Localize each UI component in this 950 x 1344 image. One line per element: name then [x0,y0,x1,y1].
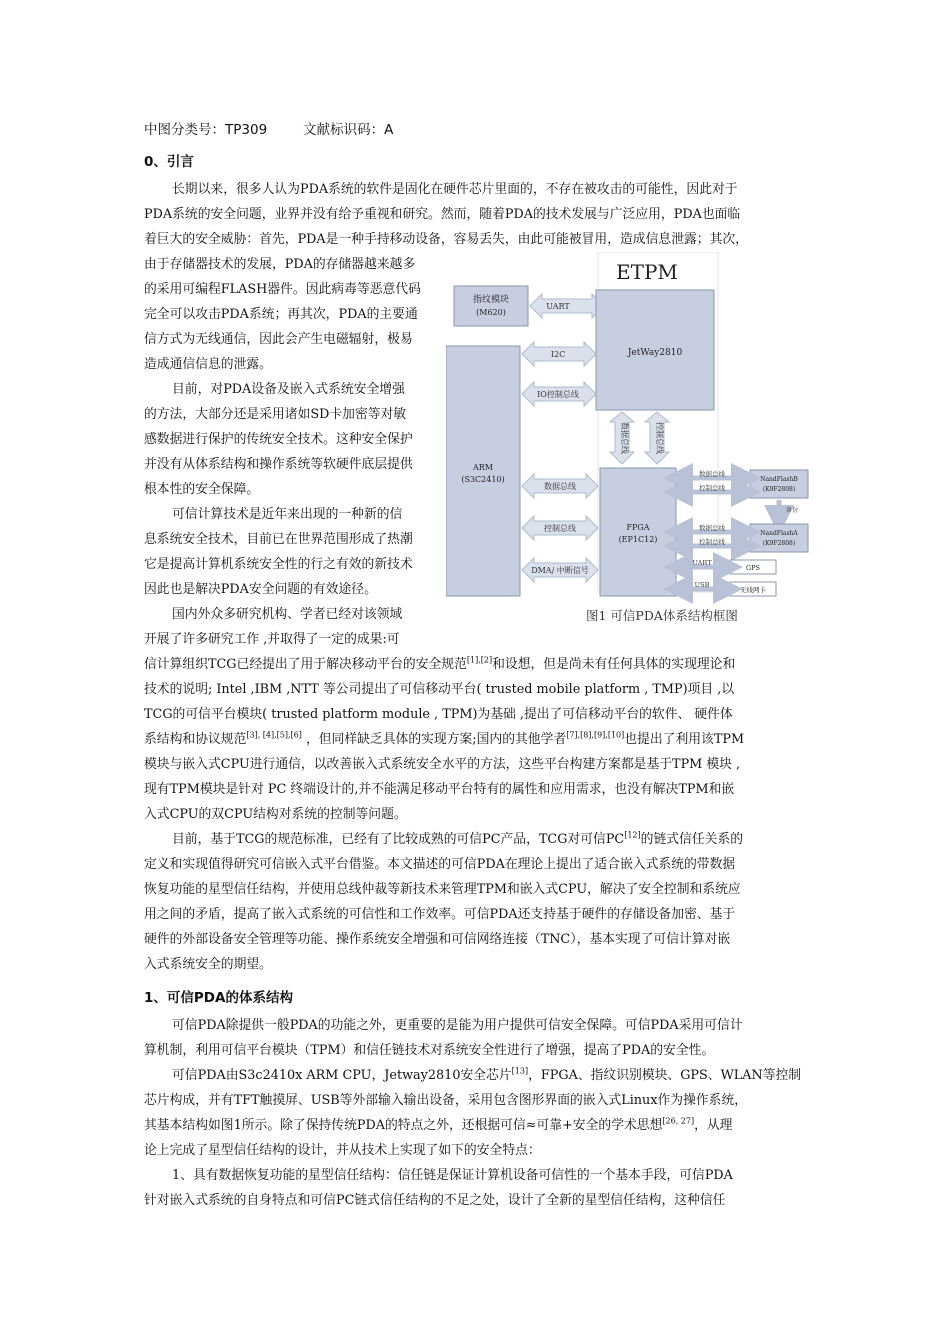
data-bus-vertical-label: 数据总线 [620,422,629,454]
fpga-label: FPGA [626,523,650,532]
text-line: 长期以来，很多人认为PDA系统的软件是固化在硬件芯片里面的，不存在被攻击的可能性，因此对于 [172,182,738,197]
fingerprint-label: 指纹模块 [472,295,510,305]
text-line: 的采用可编程FLASH器件。因此病毒等恶意代码 [144,282,421,297]
text-line: 着巨大的安全威胁：首先，PDA是一种手持移动设备，容易丢失，由此可能被冒用，造成信息泄露；其次， [144,232,748,247]
text-line: 信方式为无线通信，因此会产生电磁辐射，极易 [144,332,413,347]
text-span: 和设想，但是尚未有任何具体的实现理论和 [492,657,736,672]
citation: [26, 27] [662,1116,695,1126]
nand-a-data-label: 数据总线 [699,524,725,532]
usb-label: USB [694,581,710,589]
fpga-model: (EP1C12) [618,535,658,544]
text-line: 论上完成了星型信任结构的设计，并从技术上实现了如下的安全特点： [144,1143,541,1158]
text-line: 入式CPU的双CPU结构对系统的控制等问题。 [144,807,407,822]
data-bus-label: 数据总线 [544,482,576,491]
text-line: 息系统安全技术，目前已在世界范围形成了热潮 [144,532,413,547]
text-line: 恢复功能的星型信任结构，并使用总线仲裁等新技术来管理TPM和嵌入式CPU，解决了安全控制和系统应 [144,882,741,897]
text-span: ，从理 [694,1118,733,1133]
architecture-paragraph-2 [144,1064,806,1089]
control-bus-vertical-label: 控制总线 [655,422,664,454]
architecture-diagram [446,252,810,607]
nandflash-b-label: NandFlashB [760,476,798,483]
text-line: 针对嵌入式系统的自身特点和可信PC链式信任结构的不足之处，设计了全新的星型信任结构，这种信任 [144,1193,726,1208]
nand-b-ctrl-label: 控制总线 [699,484,725,492]
nandflash-a-model: (K9F2808) [762,540,796,547]
text-span: 目前，基于TCG的规范标准，已经有了比较成熟的可信PC产品，TCG对可信PC [172,832,625,847]
wlan-label: 无线网卡 [740,586,766,594]
figure-caption: 图1 可信PDA体系结构框图 [586,608,738,623]
text-span: 的链式信任关系的 [640,832,744,847]
text-line: 算机制，利用可信平台模块（TPM）和信任链技术对系统安全性进行了增强，提高了PDA的安全性。 [144,1043,715,1058]
text-span: 也提出了利用该TPM [624,732,745,747]
citation: [3], [4],[5],[6] [246,730,302,740]
arm-label: ARM [473,463,493,472]
backup-label: 备份 [786,507,799,514]
text-line: 并没有从体系结构和操作系统等软硬件底层提供 [144,457,413,472]
text-line [144,653,806,678]
nandflash-b-box [750,470,808,498]
text-line: 感数据进行保护的传统安全技术。这种安全保护 [144,432,413,447]
classification-line [144,118,393,138]
architecture-paragraph-3: 1、具有数据恢复功能的星型信任结构：信任链是保证计算机设备可信性的一个基本手段，可信PDA [172,1168,733,1183]
i2c-label: I2C [550,350,566,359]
citation: [12] [624,830,641,840]
uart-label: UART [546,302,570,311]
nand-a-ctrl-label: 控制总线 [699,538,725,546]
text-line: 用之间的矛盾，提高了嵌入式系统的可信性和工作效率。可信PDA还支持基于硬件的存储设备加密、基于 [144,907,736,922]
intro-paragraph-5 [144,828,806,853]
nandflash-a-label: NandFlashA [760,530,798,537]
text-line: PDA系统的安全问题，业界并没有给予重视和研究。然而，随着PDA的技术发展与广泛应用，PDA也面临 [144,207,741,222]
text-line: 因此也是解决PDA安全问题的有效途径。 [144,582,377,597]
text-span: 可信PDA由S3c2410x ARM CPU，Jetway2810安全芯片 [172,1068,512,1083]
text-line [144,1114,806,1139]
dma-interrupt-label: DMA/ 中断信号 [531,566,589,575]
text-line: 现有TPM模块是针对 PC 终端设计的,并不能满足移动平台特有的属性和应用需求，也没有解决TPM和嵌 [144,782,735,797]
text-line: 完全可以攻击PDA系统；再其次，PDA的主要通 [144,307,418,322]
text-line [144,728,806,753]
text-line: 开展了许多研究工作 ,并取得了一定的成果:可 [144,632,400,647]
fpga-box [600,468,676,596]
intro-paragraph-1 [144,178,806,203]
clc-number: 中图分类号：TP309 [144,122,268,138]
architecture-paragraph-1: 可信PDA除提供一般PDA的功能之外，更重要的是能为用户提供可信安全保障。可信PDA采用可信计 [172,1018,743,1033]
text-line: TCG的可信平台模块( trusted platform module , TPM)为基础 ,提出了可信移动平台的软件、 硬件体 [144,707,733,722]
text-span: 系结构和协议规范 [144,732,247,747]
etpm-title: ETPM [616,260,678,284]
nand-b-data-label: 数据总线 [699,470,725,478]
nandflash-b-model: (K9F2808) [762,486,796,493]
text-span: ，FPGA、指纹识别模块、GPS、WLAN等控制 [528,1068,802,1083]
section-heading-intro: 0、引言 [144,154,194,170]
intro-paragraph-3: 可信计算技术是近年来出现的一种新的信 [172,507,403,522]
text-line: 入式系统安全的期望。 [144,957,272,972]
control-bus-label: 控制总线 [544,524,576,533]
arm-model: (S3C2410) [461,475,505,484]
fingerprint-module-box [454,286,528,326]
text-line: 根本性的安全保障。 [144,482,260,497]
nandflash-a-box [750,524,808,552]
section-heading-architecture: 1、可信PDA的体系结构 [144,990,293,1006]
text-line: 它是提高计算机系统安全性的行之有效的新技术 [144,557,413,572]
text-line: 模块与嵌入式CPU进行通信，以改善嵌入式系统安全水平的方法，这些平台构建方案都是基于TPM 模块 , [144,757,741,772]
text-line: 技术的说明; Intel ,IBM ,NTT 等公司提出了可信移动平台( trusted mobile platform , TMP)项目 ,以 [144,682,735,697]
intro-paragraph-4: 国内外众多研究机构、学者已经对该领域 [172,607,403,622]
text-line: 硬件的外部设备安全管理等功能、操作系统安全增强和可信网络连接（TNC），基本实现了可信计算对嵌 [144,932,731,947]
text-span: ，但同样缺乏具体的实现方案;国内的其他学者 [301,732,567,747]
text-span: 信计算组织TCG已经提出了用于解决移动平台的安全规范 [144,657,467,672]
io-bus-label: IO控制总线 [537,390,579,399]
text-line: 的方法，大部分还是采用诸如SD卡加密等对敏 [144,407,407,422]
text-line: 由于存储器技术的发展，PDA的存储器越来越多 [144,257,416,272]
text-span: 其基本结构如图1所示。除了保持传统PDA的特点之外，还根据可信≈可靠+安全的学术思想 [144,1118,663,1133]
citation: [1],[2] [466,655,493,665]
text-line: 定义和实现值得研究可信嵌入式平台借鉴。本文描述的可信PDA在理论上提出了适合嵌入式系统的带数据 [144,857,736,872]
jetway-label: JetWay2810 [627,348,683,358]
text-line: 造成通信信息的泄露。 [144,357,272,372]
uart2-label: UART [692,559,712,567]
citation: [13] [511,1066,529,1076]
fingerprint-model: (M620) [476,308,506,317]
gps-label: GPS [745,564,761,572]
citation: [7],[8],[9],[10] [566,730,625,740]
text-line: 芯片构成，并有TFT触摸屏、USB等外部输入输出设备，采用包含图形界面的嵌入式Linux作为操作系统， [144,1093,748,1108]
document-code: 文献标识码：A [303,122,394,138]
architecture-figure [446,252,810,627]
intro-paragraph-2: 目前，对PDA设备及嵌入式系统安全增强 [172,382,405,397]
